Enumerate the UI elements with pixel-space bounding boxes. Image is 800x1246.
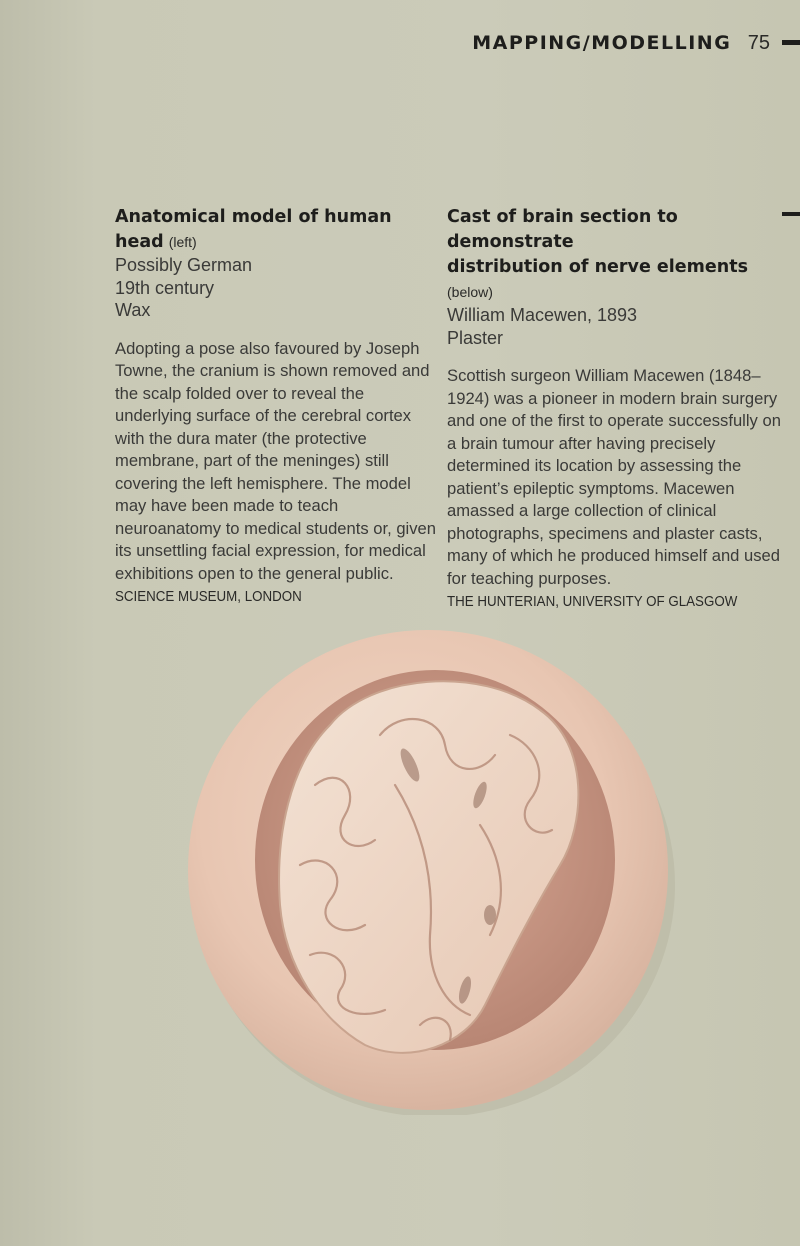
right-caption-title-part-1: Cast of brain section to demonstrate	[447, 207, 678, 252]
right-caption-title-line-2	[447, 254, 792, 304]
left-caption-material: Wax	[115, 300, 151, 320]
section-title: MAPPING/MODELLING	[472, 32, 732, 54]
right-caption-title-part-2: distribution of nerve elements	[447, 257, 748, 277]
left-caption-title-note: (left)	[168, 234, 197, 250]
left-caption-meta	[115, 254, 445, 322]
left-caption-body: Adopting a pose also favoured by Joseph Towne, the cranium is shown removed and the scalp folded over to reveal the underlying surface of the cerebral cortex with the dura mater (the protective membrane, part of the meninges) still covering the left hemisphere. The model may have been made to teach neuroanatomy to medical students or, given its unsettling facial expression, for medical exhibitions open to the general public.	[115, 338, 437, 583]
right-caption-credit: THE HUNTERIAN, UNIVERSITY OF GLASGOW	[447, 594, 738, 610]
page-number: 75	[747, 32, 770, 54]
thumb-index-mark	[782, 40, 800, 45]
right-caption-meta	[447, 304, 792, 349]
right-caption-title-line-1	[447, 204, 792, 254]
left-caption-title: Anatomical model of human head	[115, 207, 392, 252]
left-caption-date: 19th century	[115, 277, 215, 298]
left-caption-credit: SCIENCE MUSEUM, LONDON	[115, 589, 302, 605]
plaster-brain-cast-photo	[180, 615, 680, 1115]
left-caption-origin: Possibly German	[115, 255, 253, 275]
right-caption-author-date: William Macewen, 1893	[447, 305, 638, 325]
right-caption	[447, 204, 792, 612]
running-head	[470, 32, 770, 55]
right-caption-material: Plaster	[447, 327, 504, 348]
left-caption-title-line	[115, 204, 445, 254]
right-caption-title-note: (below)	[447, 284, 493, 300]
right-caption-body: Scottish surgeon William Macewen (1848–1924) was a pioneer in modern brain surgery and one of the first to operate successfully on a brain tumour after having precisely determined its location by assessing the patient’s epileptic symptoms. Macewen amassed a large collection of clinical photographs, specimens and plaster casts, many of which he produced himself and used for teaching purposes.	[447, 366, 781, 588]
left-caption	[115, 204, 445, 607]
